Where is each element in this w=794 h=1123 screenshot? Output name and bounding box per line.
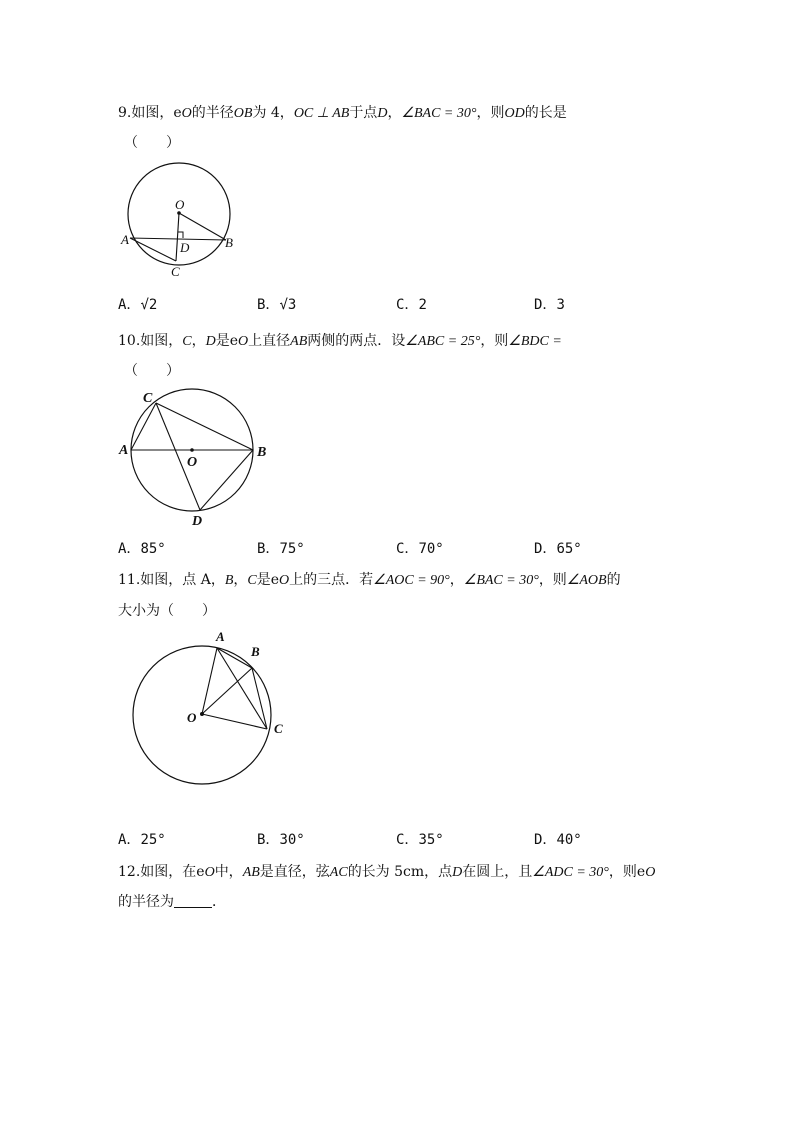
q9-label-a: A (121, 232, 129, 247)
q11-option-a[interactable]: A．25° (118, 832, 166, 848)
q11-option-c[interactable]: C．35° (396, 832, 444, 848)
q9-option-a[interactable]: A．√2 (118, 297, 158, 313)
q9-figure (115, 160, 240, 280)
q10-option-d[interactable]: D．65° (534, 541, 582, 557)
q11-label-c: C (274, 721, 283, 736)
q10-label-b: B (257, 445, 267, 460)
q9-radius-ob (179, 213, 226, 240)
q9-segment-oc (176, 213, 179, 261)
q10-stem: 10.如图，C，D是eO上直径AB两侧的两点．设∠ABC = 25°，则∠BDC = (118, 333, 562, 349)
q10-label-a: A (119, 443, 129, 458)
q9-right-angle-mark (178, 232, 183, 238)
q11-option-b[interactable]: B．30° (257, 832, 305, 848)
q9-label-d: D (180, 240, 190, 255)
q9-option-d[interactable]: D．3 (534, 297, 565, 313)
q11-segment-ab (217, 648, 252, 668)
q9-label-c: C (171, 264, 180, 279)
q11-radius-oc (202, 714, 267, 729)
q11-stem: 11.如图，点 A，B，C是eO上的三点．若∠AOC = 90°，∠BAC = 30°，则∠AOB的 (118, 572, 621, 588)
q11-stem-line2: 大小为（ ） (118, 603, 216, 619)
q11-label-b: B (251, 644, 260, 659)
q12-answer-blank[interactable] (174, 893, 212, 908)
q10-center-dot (190, 448, 194, 452)
q10-label-c: C (143, 391, 153, 406)
q9-label-b: B (225, 235, 233, 250)
q11-radius-oa (202, 648, 217, 714)
q12-stem-line2: 的半径为 ． (118, 894, 226, 910)
q11-radius-ob (202, 668, 252, 714)
q9-option-b[interactable]: B．√3 (257, 297, 297, 313)
q10-option-b[interactable]: B．75° (257, 541, 305, 557)
q9-stem: 9.如图，eO的半径OB为 4，OC ⊥ AB于点D，∠BAC = 30°，则OD的长是 (118, 105, 567, 121)
q11-label-o: O (187, 710, 197, 725)
q12-stem: 12.如图，在eO中，AB是直径，弦AC的长为 5cm，点D在圆上，且∠ADC = 30°，则eO (118, 864, 656, 880)
q10-label-o: O (187, 455, 198, 470)
q11-segment-ac (217, 648, 267, 729)
q11-center-dot (200, 712, 204, 716)
q11-option-d[interactable]: D．40° (534, 832, 582, 848)
q10-label-d: D (192, 514, 203, 529)
q9-answer-paren: （ ） (124, 135, 180, 151)
q10-option-a[interactable]: A．85° (118, 541, 166, 557)
q10-answer-paren: （ ） (124, 363, 180, 379)
q10-segment-ac (131, 403, 156, 450)
q9-chord-ab (130, 238, 226, 240)
q9-label-o: O (175, 197, 185, 212)
q9-option-c[interactable]: C．2 (396, 297, 427, 313)
q11-figure (125, 625, 295, 790)
q10-option-c[interactable]: C．70° (396, 541, 444, 557)
q11-label-a: A (216, 629, 225, 644)
q10-figure (115, 382, 275, 532)
